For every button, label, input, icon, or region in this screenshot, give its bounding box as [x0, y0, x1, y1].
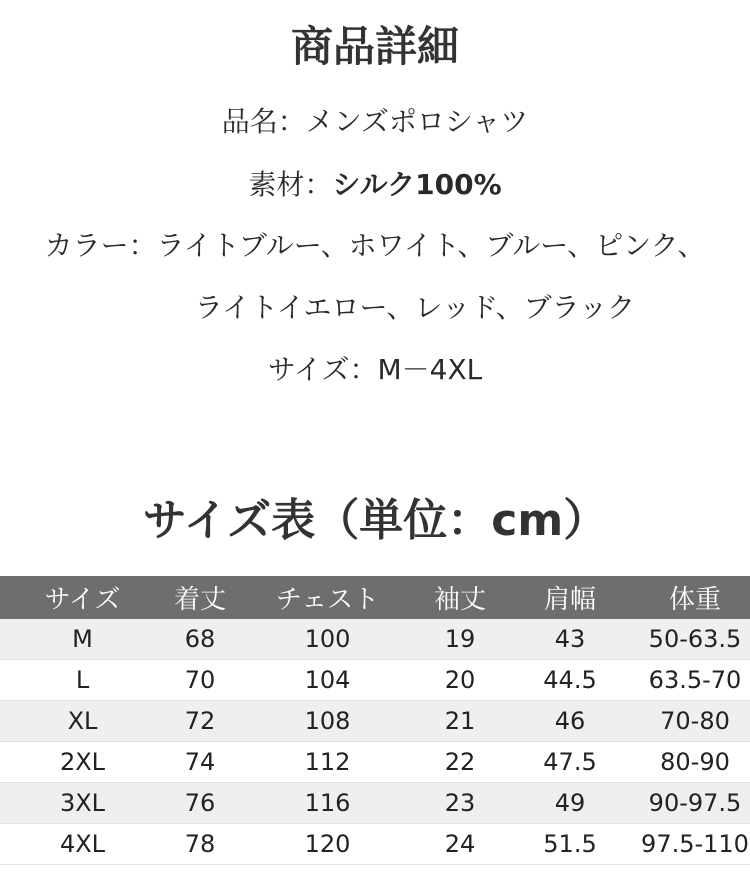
table-row [0, 701, 750, 742]
cell-length: 76 [165, 783, 235, 824]
table-row [0, 660, 750, 701]
cell-sleeve: 21 [420, 701, 500, 742]
cell-length: 78 [165, 824, 235, 865]
material-line [0, 163, 750, 203]
table-row [0, 783, 750, 824]
color-line [0, 224, 750, 264]
cell-shoulder: 46 [500, 701, 640, 742]
cell-weight: 63.5-70 [640, 660, 750, 701]
size-line [0, 348, 750, 388]
color-value-line2: ライトイエロー、レッド、ブラック [194, 291, 636, 324]
color-line-continued [40, 286, 750, 326]
cell-sleeve: 22 [420, 742, 500, 783]
cell-size: 4XL [0, 824, 165, 865]
header-sleeve: 袖丈 [420, 576, 500, 619]
cell-chest: 116 [235, 783, 420, 824]
cell-shoulder: 49 [500, 783, 640, 824]
cell-weight: 50-63.5 [640, 619, 750, 660]
cell-weight: 97.5-110 [640, 824, 750, 865]
cell-length: 74 [165, 742, 235, 783]
cell-chest: 100 [235, 619, 420, 660]
cell-weight: 90-97.5 [640, 783, 750, 824]
cell-length: 72 [165, 701, 235, 742]
cell-chest: 104 [235, 660, 420, 701]
cell-size: XL [0, 701, 165, 742]
cell-chest: 120 [235, 824, 420, 865]
header-shoulder: 肩幅 [500, 576, 640, 619]
product-name-value: メンズポロシャツ [305, 105, 529, 138]
cell-size: 2XL [0, 742, 165, 783]
cell-sleeve: 23 [420, 783, 500, 824]
cell-chest: 112 [235, 742, 420, 783]
header-size: サイズ [0, 576, 165, 619]
cell-size: 3XL [0, 783, 165, 824]
size-value: M－4XL [377, 353, 483, 386]
product-name-label: 品名： [221, 105, 306, 138]
cell-shoulder: 51.5 [500, 824, 640, 865]
cell-weight: 70-80 [640, 701, 750, 742]
cell-size: M [0, 619, 165, 660]
cell-shoulder: 44.5 [500, 660, 640, 701]
color-label: カラー： [44, 229, 157, 262]
cell-weight: 80-90 [640, 742, 750, 783]
cell-shoulder: 47.5 [500, 742, 640, 783]
size-label: サイズ： [267, 353, 378, 386]
page-title: 商品詳細 [290, 22, 459, 71]
cell-length: 70 [165, 660, 235, 701]
cell-chest: 108 [235, 701, 420, 742]
cell-length: 68 [165, 619, 235, 660]
color-value-line1: ライトブルー、ホワイト、ブルー、ピンク、 [156, 229, 706, 262]
material-value: シルク100% [332, 168, 502, 201]
material-label: 素材： [248, 168, 333, 201]
cell-sleeve: 19 [420, 619, 500, 660]
table-row [0, 824, 750, 865]
header-chest: チェスト [235, 576, 420, 619]
size-table [0, 576, 750, 865]
size-table-header-row [0, 576, 750, 619]
size-table-title: サイズ表（単位：cm） [142, 495, 608, 546]
cell-sleeve: 20 [420, 660, 500, 701]
header-length: 着丈 [165, 576, 235, 619]
cell-shoulder: 43 [500, 619, 640, 660]
header-weight: 体重 [640, 576, 750, 619]
cell-sleeve: 24 [420, 824, 500, 865]
product-name-line [0, 100, 750, 140]
table-row [0, 619, 750, 660]
cell-size: L [0, 660, 165, 701]
table-row [0, 742, 750, 783]
